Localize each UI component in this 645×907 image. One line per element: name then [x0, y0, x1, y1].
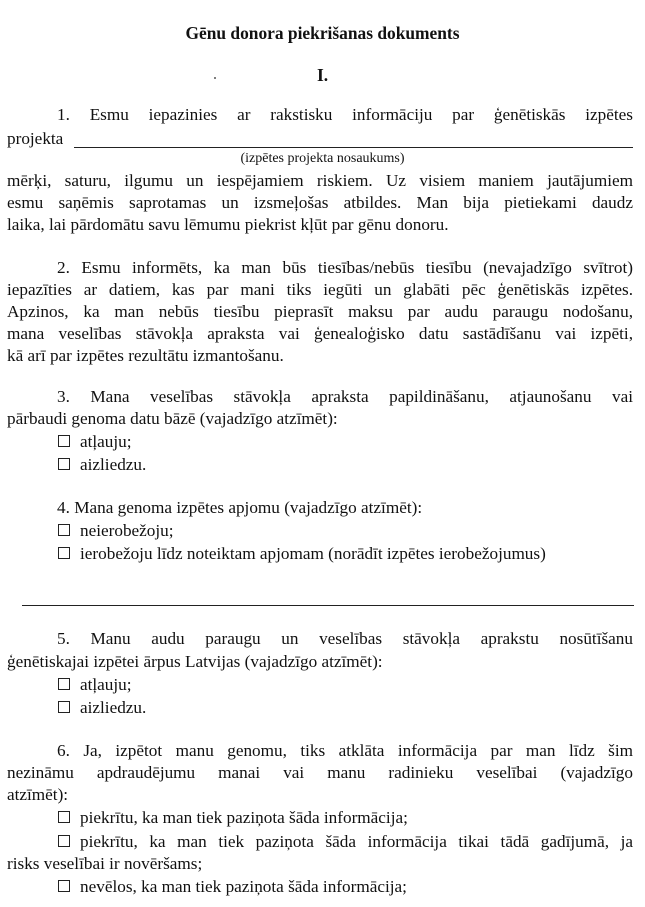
- option-label: nevēlos, ka man tiek paziņota šāda informācija;: [80, 877, 407, 896]
- p1-line-2: projekta: [7, 129, 64, 148]
- p5-option-deny[interactable]: [58, 697, 146, 719]
- p6-option-continuation: risks veselībai ir novēršams;: [7, 854, 203, 873]
- option-label: atļauju;: [80, 675, 132, 694]
- p6-option-agree[interactable]: [58, 807, 408, 829]
- p6-option-decline[interactable]: [58, 876, 407, 898]
- option-label: neierobežoju;: [80, 521, 174, 540]
- p1-line-3: mērķi, saturu, ilgumu un iespējamiem riskiem. Uz visiem maniem jautājumiem: [7, 171, 633, 190]
- p3-line-1: 3. Mana veselības stāvokļa apraksta papildināšanu, atjaunošanu vai: [57, 387, 633, 406]
- checkbox[interactable]: [58, 701, 70, 713]
- p6-line-3: atzīmēt):: [7, 785, 69, 804]
- checkbox[interactable]: [58, 835, 70, 847]
- option-label: piekrītu, ka man tiek paziņota šāda informācija;: [80, 808, 408, 827]
- option-label: atļauju;: [80, 432, 132, 451]
- project-name-field[interactable]: [74, 147, 633, 148]
- checkbox[interactable]: [58, 524, 70, 536]
- checkbox[interactable]: [58, 547, 70, 559]
- option-label: aizliedzu.: [80, 698, 147, 717]
- section-heading: I.: [316, 65, 329, 85]
- p2-line-5: kā arī par izpētes rezultātu izmantošanu.: [7, 346, 284, 365]
- document-title: Gēnu donora piekrišanas dokuments: [185, 23, 460, 43]
- limitations-field[interactable]: [22, 605, 634, 606]
- p4-option-limited[interactable]: [58, 543, 546, 565]
- checkbox[interactable]: [58, 880, 70, 892]
- p1-line-1: 1. Esmu iepazinies ar rakstisku informāciju par ģenētiskās izpētes: [57, 105, 633, 124]
- checkbox[interactable]: [58, 678, 70, 690]
- option-label: aizliedzu.: [80, 455, 147, 474]
- p2-line-2: iepazīties ar datiem, kas par mani tiks iegūti un glabāti pēc ģenētiskās izpētes.: [7, 280, 633, 299]
- option-label: ierobežoju līdz noteiktam apjomam (norādīt izpētes ierobežojumus): [80, 544, 546, 563]
- p6-line-1: 6. Ja, izpētot manu genomu, tiks atklāta informācija par man līdz šim: [57, 741, 633, 760]
- p3-option-allow[interactable]: [58, 431, 132, 453]
- p6-option-agree-if-preventable[interactable]: [58, 831, 633, 853]
- option-label: piekrītu, ka man tiek paziņota šāda informācija tikai tādā gadījumā, ja: [80, 832, 633, 851]
- p5-option-allow[interactable]: [58, 674, 132, 696]
- p4-option-unlimited[interactable]: [58, 520, 174, 542]
- checkbox[interactable]: [58, 458, 70, 470]
- p5-line-2: ģenētiskajai izpētei ārpus Latvijas (vajadzīgo atzīmēt):: [7, 652, 383, 671]
- p3-option-deny[interactable]: [58, 454, 146, 476]
- p1-line-4: esmu saņēmis saprotamas un izsmeļošas atbildes. Man bija pietiekami daudz: [7, 193, 633, 212]
- project-name-caption: (izpētes projekta nosaukums): [240, 151, 405, 166]
- p6-line-2: nezināmu apdraudējumu manai vai manu radinieku veselībai (vajadzīgo: [7, 763, 633, 782]
- p2-line-1: 2. Esmu informēts, ka man būs tiesības/nebūs tiesību (nevajadzīgo svītrot): [57, 258, 633, 277]
- p4-line-1: 4. Mana genoma izpētes apjomu (vajadzīgo atzīmēt):: [57, 498, 423, 517]
- p2-line-4: mana veselības stāvokļa apraksta vai ģenealoģisko datu sastādīšanu vai izpēti,: [7, 324, 633, 343]
- p3-line-2: pārbaudi genoma datu bāzē (vajadzīgo atzīmēt):: [7, 409, 338, 428]
- p2-line-3: Apzinos, ka man nebūs tiesību pieprasīt maksu par audu paraugu nodošanu,: [7, 302, 633, 321]
- p1-line-5: laika, lai pārdomātu savu lēmumu piekrist kļūt par gēnu donoru.: [7, 215, 449, 234]
- checkbox[interactable]: [58, 435, 70, 447]
- p5-line-1: 5. Manu audu paraugu un veselības stāvokļa aprakstu nosūtīšanu: [57, 629, 633, 648]
- checkbox[interactable]: [58, 811, 70, 823]
